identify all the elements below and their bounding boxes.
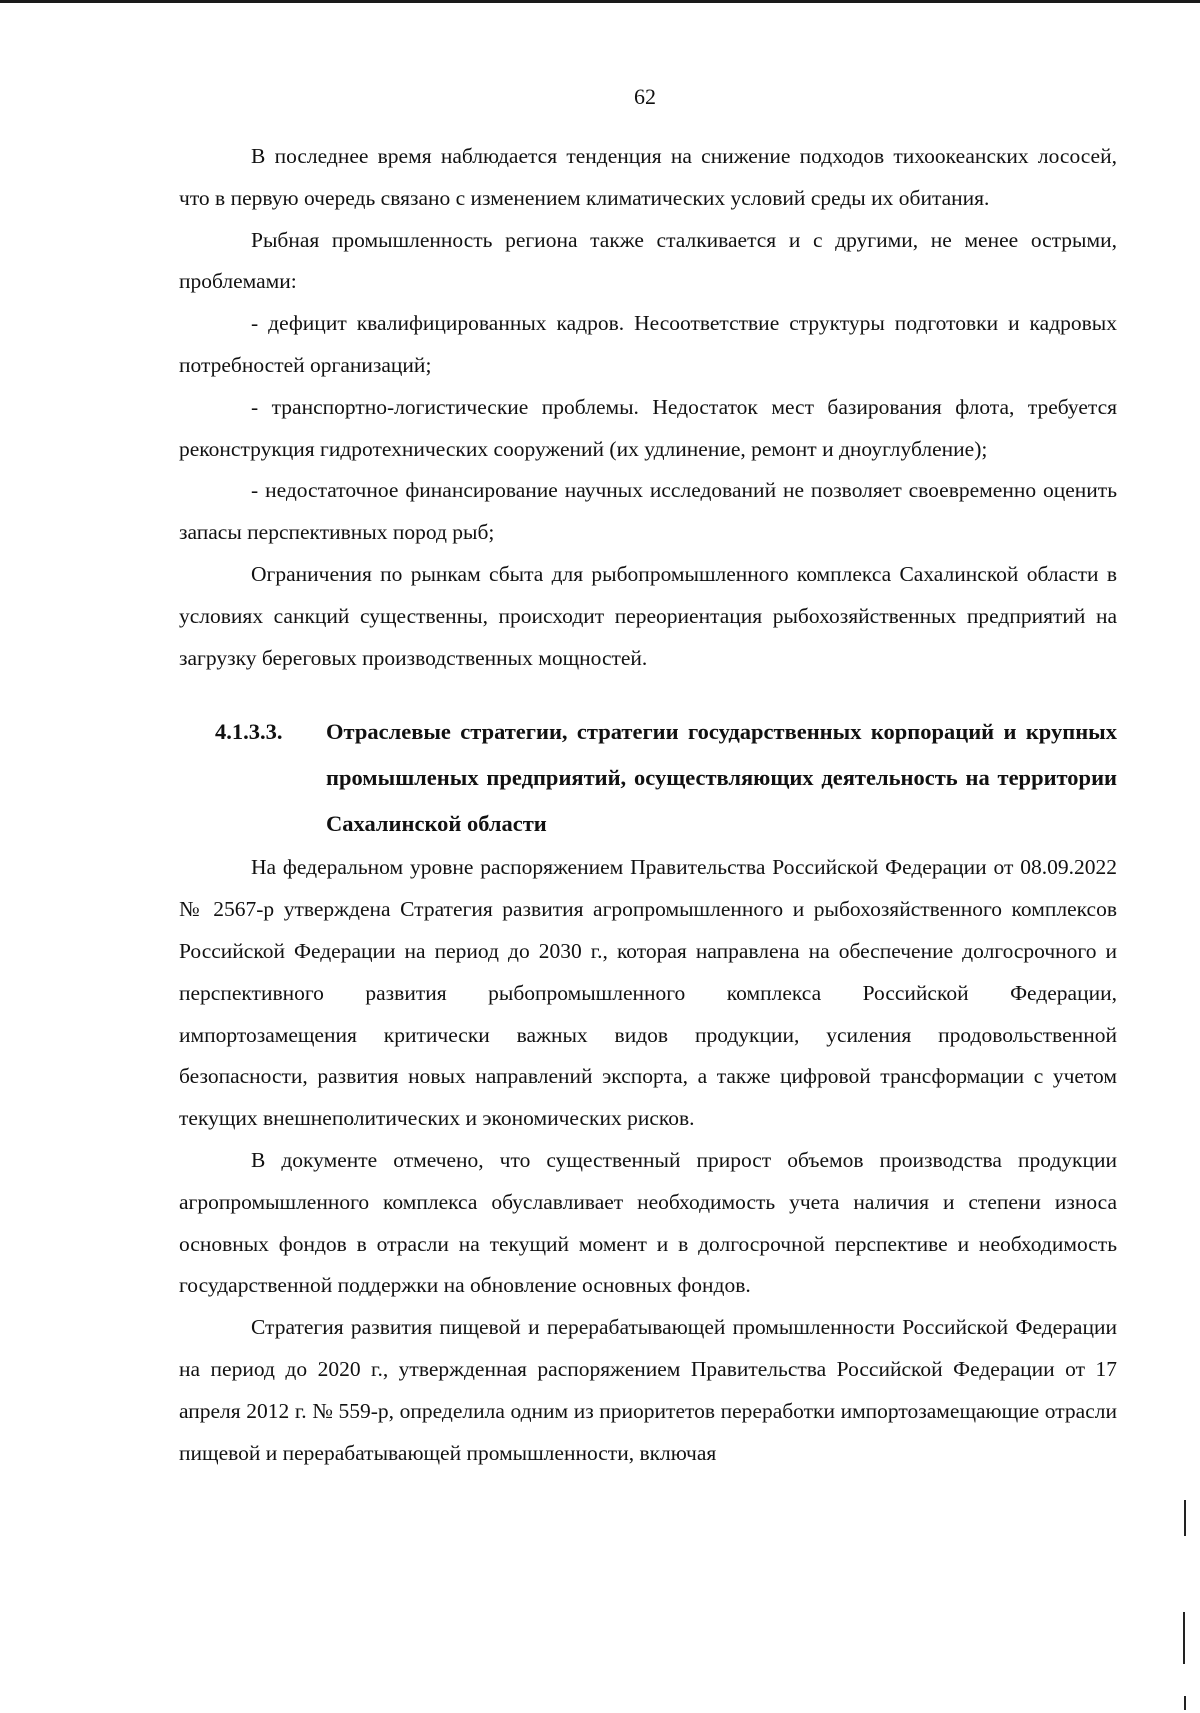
paragraph: На федеральном уровне распоряжением Правительства Российской Федерации от 08.09.2022 № 2567-р утверждена Стратегия развития агропромышленного и рыбохозяйственного комплексов Российской Федерации на период до 2030 г., которая направлена на обеспечение долгосрочного и перспективного развития рыбопромышленного комплекса Российской Федерации, импортозамещения критически важных видов продукции, усиления продовольственной безопасности, развития новых направлений экспорта, а также цифровой трансформации с учетом текущих внешнеполитических и экономических рисков. (179, 855, 1117, 1131)
scan-margin-mark (1184, 1696, 1186, 1710)
scan-margin-mark (1183, 1612, 1185, 1664)
paragraph: Стратегия развития пищевой и перерабатывающей промышленности Российской Федерации на период до 2020 г., утвержденная распоряжением Правительства Российской Федерации от 17 апреля 2012 г. № 559-р, определила одним из приоритетов переработки импортозамещающие отрасли пищевой и перерабатывающей промышленности, включая (179, 1315, 1117, 1465)
paragraph: В последнее время наблюдается тенденция на снижение подходов тихоокеанских лососей, что в первую очередь связано с изменением климатических условий среды их обитания. (179, 144, 1117, 210)
list-item: - недостаточное финансирование научных исследований не позволяет своевременно оценить запасы перспективных пород рыб; (179, 478, 1117, 545)
section-heading (179, 709, 1117, 847)
paragraph: В документе отмечено, что существенный прирост объемов производства продукции агропромышленного комплекса обуславливает необходимость учета наличия и степени износа основных фондов в отрасли на текущий момент и в долгосрочной перспективе и необходимость государственной поддержки на обновление основных фондов. (179, 1147, 1117, 1298)
top-border-line (0, 0, 1200, 3)
list-item: - дефицит квалифицированных кадров. Несоответствие структуры подготовки и кадровых потребностей организаций; (179, 311, 1117, 377)
section-title: Отраслевые стратегии, стратегии государственных корпораций и крупных промышленых предприятий, осуществляющих деятельность на территории Сахалинской области (326, 719, 1117, 837)
section-number: 4.1.3.3. (215, 719, 283, 745)
paragraph: Ограничения по рынкам сбыта для рыбопромышленного комплекса Сахалинской области в условиях санкций существенны, происходит переориентация рыбохозяйственных предприятий на загрузку береговых производственных мощностей. (179, 561, 1117, 670)
paragraph: Рыбная промышленность региона также сталкивается и с другими, не менее острыми, проблемами: (179, 227, 1117, 294)
scan-margin-mark (1184, 1500, 1186, 1536)
page-number: 62 (634, 84, 656, 109)
list-item: - транспортно-логистические проблемы. Недостаток мест базирования флота, требуется реконструкция гидротехнических сооружений (их удлинение, ремонт и дноуглубление); (179, 394, 1117, 461)
document-body (179, 136, 1117, 1474)
